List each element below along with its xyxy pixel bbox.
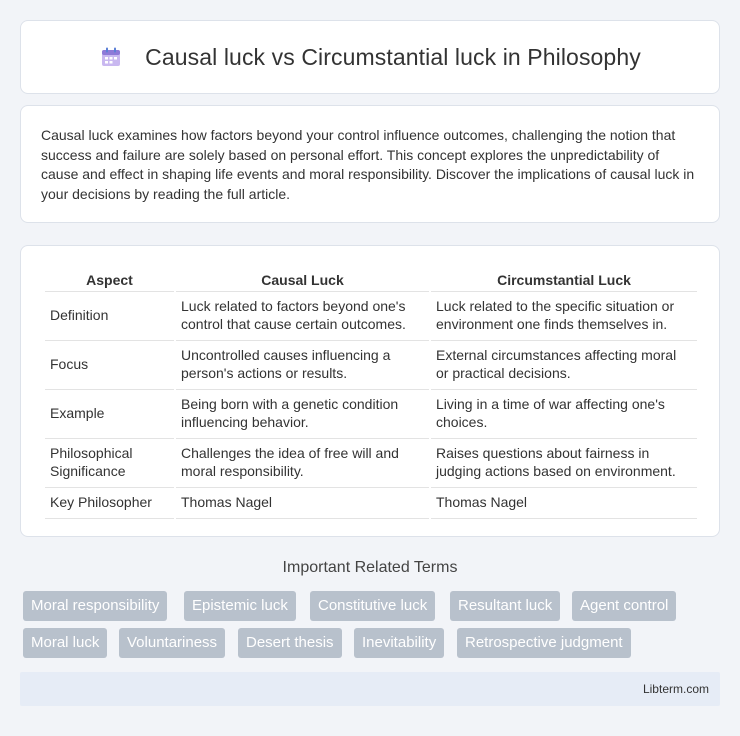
intro-card <box>20 105 720 223</box>
table-cell: Challenges the idea of free will and moral responsibility. <box>176 439 429 488</box>
tag-desert-thesis[interactable]: Desert thesis <box>238 628 342 658</box>
table-cell: Being born with a genetic condition influencing behavior. <box>176 390 429 439</box>
tag-resultant-luck[interactable]: Resultant luck <box>450 591 560 621</box>
header-circumstantial-luck: Circumstantial Luck <box>431 266 697 292</box>
tag-constitutive-luck[interactable]: Constitutive luck <box>310 591 435 621</box>
title-card <box>20 20 720 94</box>
footer <box>20 672 720 706</box>
comparison-table <box>43 266 699 519</box>
tag-epistemic-luck[interactable]: Epistemic luck <box>184 591 296 621</box>
table-cell: Thomas Nagel <box>176 488 429 519</box>
tag-voluntariness[interactable]: Voluntariness <box>119 628 225 658</box>
table-cell: Example <box>45 390 174 439</box>
page-title: Causal luck vs Circumstantial luck in Philosophy <box>145 43 641 70</box>
table-row <box>45 439 697 488</box>
footer-brand[interactable]: Libterm.com <box>642 682 709 696</box>
comparison-card <box>20 245 720 537</box>
table-cell: Luck related to factors beyond one's control that cause certain outcomes. <box>176 292 429 341</box>
table-header-row <box>45 266 697 292</box>
table-cell: Raises questions about fairness in judging actions based on environment. <box>431 439 697 488</box>
intro-text: Causal luck examines how factors beyond your control influence outcomes, challenging the notion that success and failure are solely based on personal effort. This concept explores the unpredictability of cause and effect in shaping life events and moral responsibility. Discover the implications of causal luck in your decisions by reading the full article. <box>41 127 695 202</box>
tag-moral-luck[interactable]: Moral luck <box>23 628 107 658</box>
tag-inevitability[interactable]: Inevitability <box>354 628 444 658</box>
table-cell: Luck related to the specific situation or environment one finds themselves in. <box>431 292 697 341</box>
table-cell: Uncontrolled causes influencing a person's actions or results. <box>176 341 429 390</box>
tag-agent-control[interactable]: Agent control <box>572 591 676 621</box>
table-cell: Living in a time of war affecting one's choices. <box>431 390 697 439</box>
calendar-icon <box>99 45 123 69</box>
tag-retrospective-judgment[interactable]: Retrospective judgment <box>457 628 631 658</box>
table-row <box>45 390 697 439</box>
table-cell: Key Philosopher <box>45 488 174 519</box>
related-terms-title: Important Related Terms <box>282 559 458 576</box>
table-cell: Definition <box>45 292 174 341</box>
table-cell: External circumstances affecting moral or practical decisions. <box>431 341 697 390</box>
table-row <box>45 341 697 390</box>
table-row <box>45 488 697 519</box>
table-cell: Philosophical Significance <box>45 439 174 488</box>
table-cell: Thomas Nagel <box>431 488 697 519</box>
table-row <box>45 292 697 341</box>
header-causal-luck: Causal Luck <box>176 266 429 292</box>
tag-moral-responsibility[interactable]: Moral responsibility <box>23 591 167 621</box>
header-aspect: Aspect <box>45 266 174 292</box>
table-cell: Focus <box>45 341 174 390</box>
